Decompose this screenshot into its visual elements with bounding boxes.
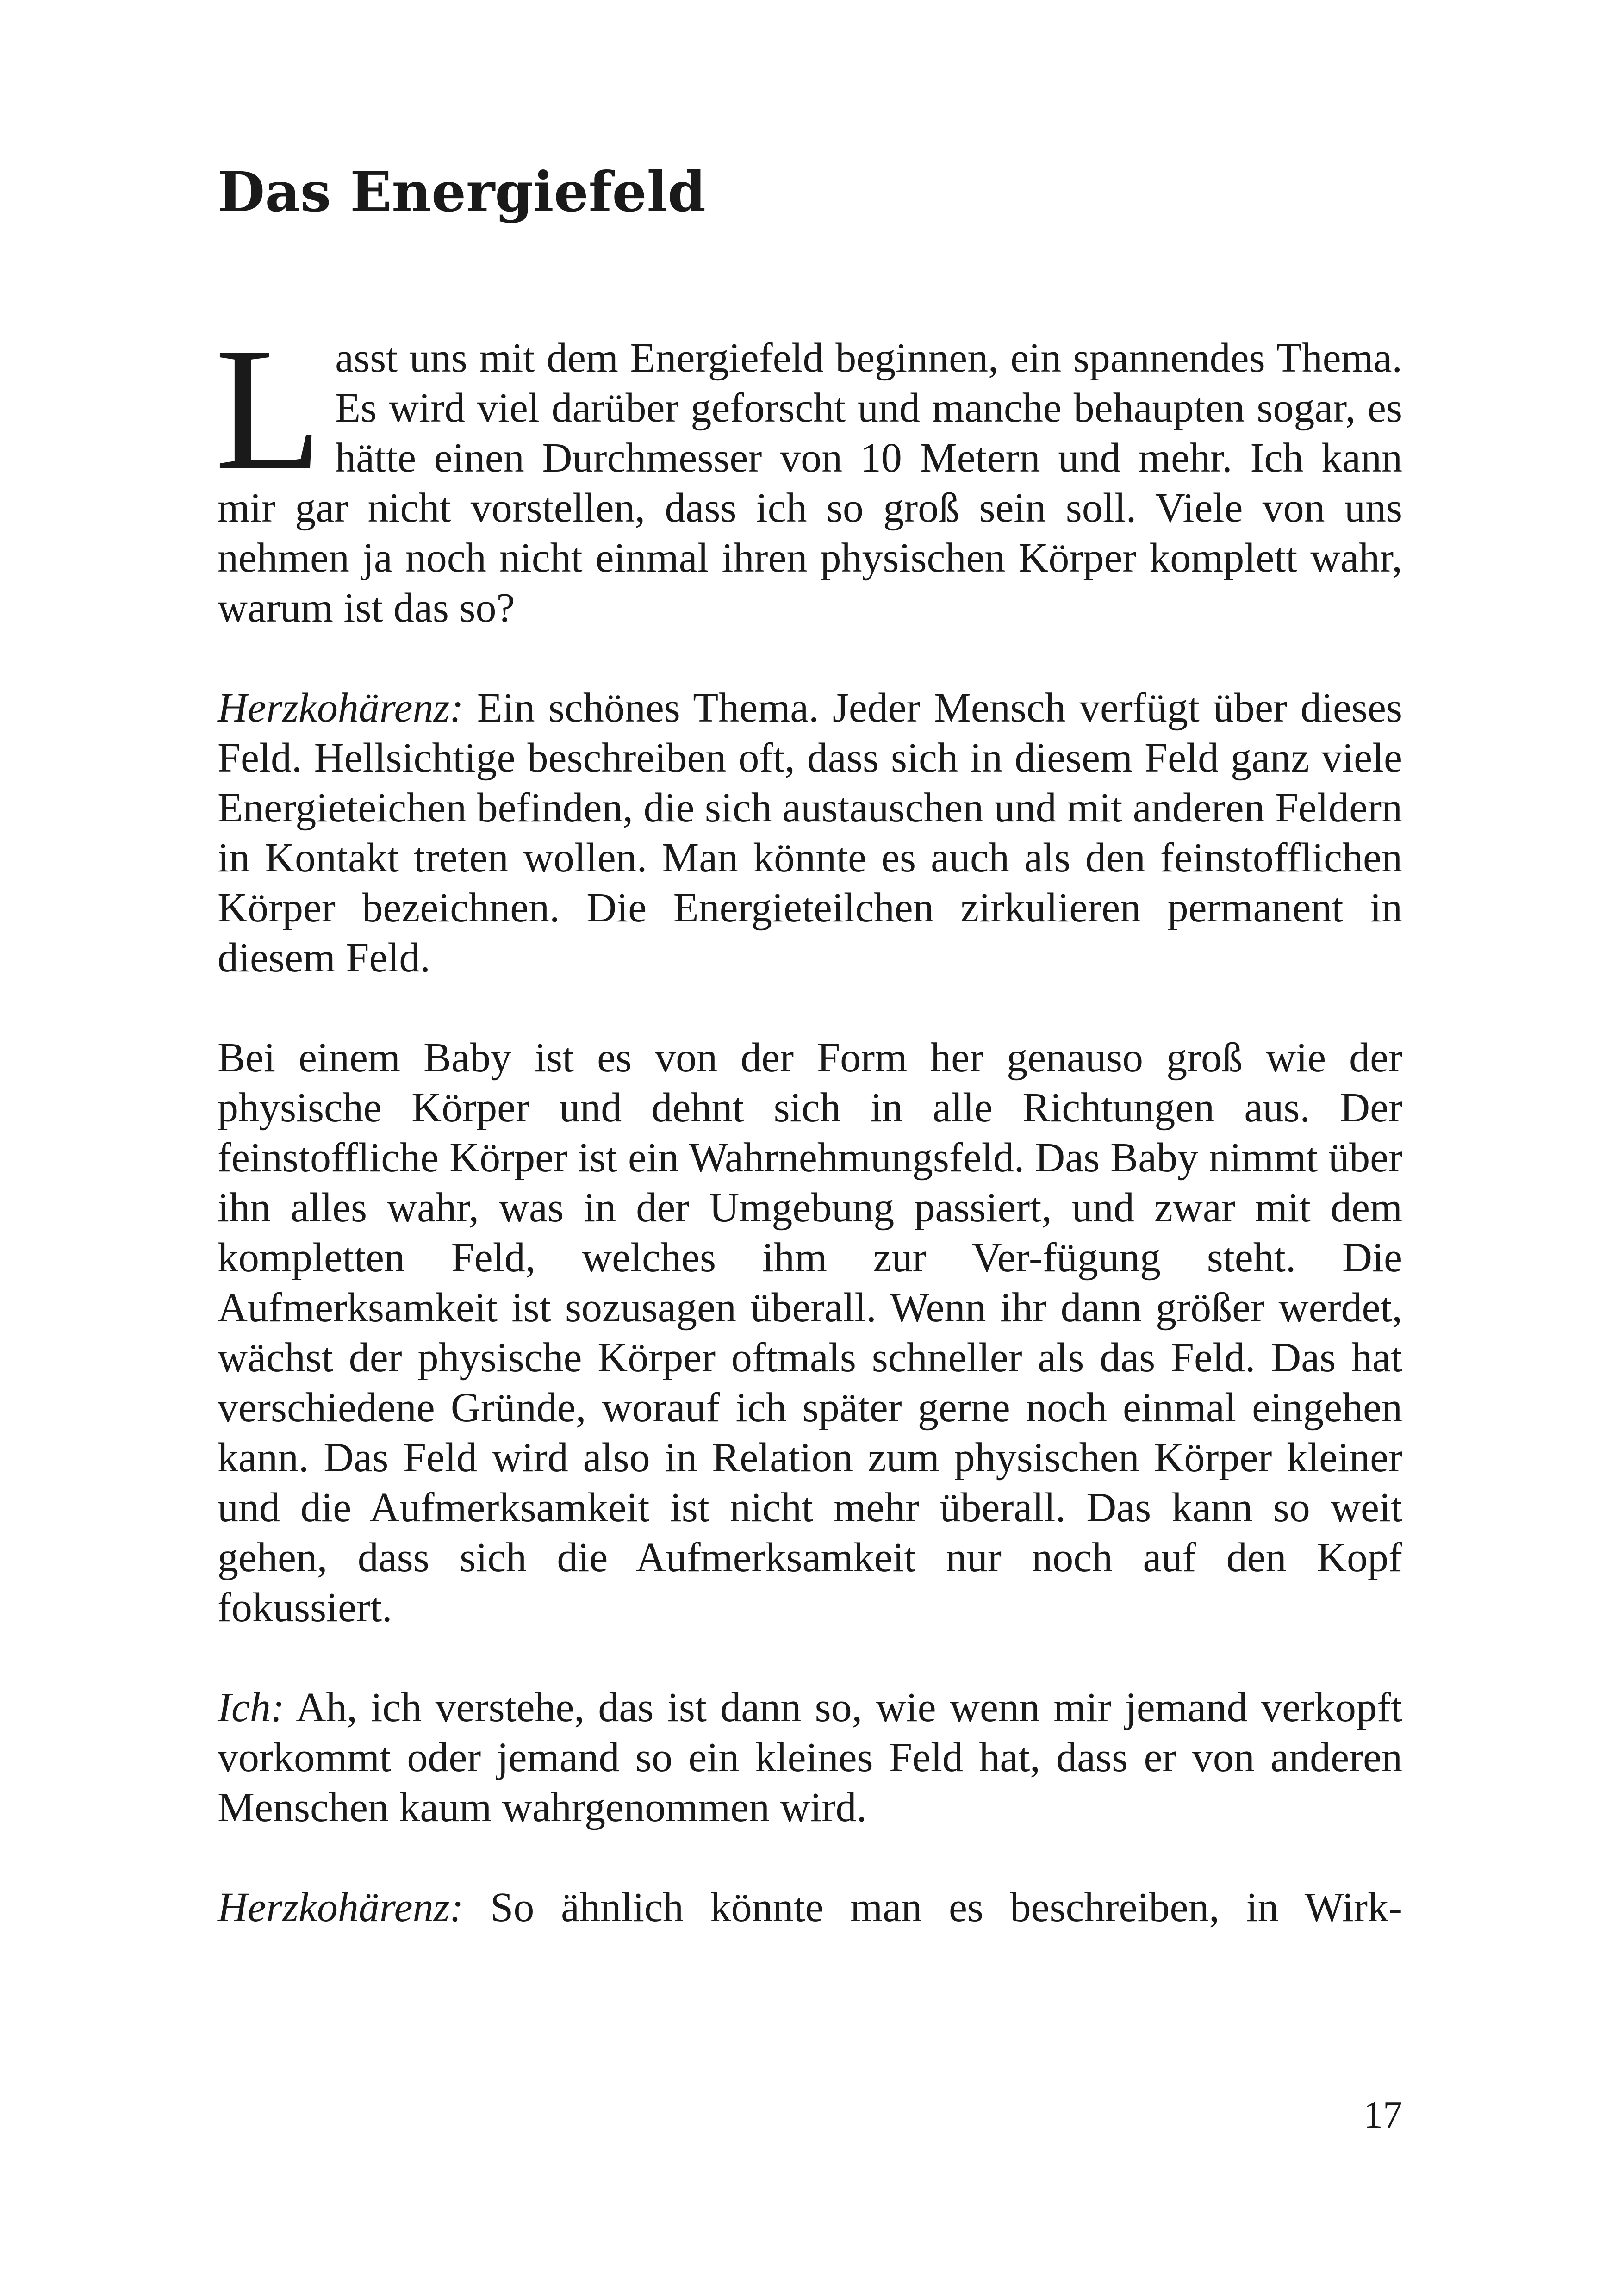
chapter-title: Das Energiefeld (218, 160, 706, 224)
paragraph-body (218, 1033, 1402, 1633)
paragraph-dialogue (218, 683, 1402, 983)
paragraph-text: Bei einem Baby ist es von der Form her genauso groß wie der physische Körper und dehnt sich in alle Richtungen aus. Der feinstoffliche Körper ist ein Wahrnehmungsfeld. Das Baby nimmt über ihn alles wahr, was in der Umgebung passiert, und zwar mit dem kompletten Feld, welches ihm zur Ver-fügung steht. Die Aufmerksamkeit ist sozusagen überall. Wenn ihr dann größer werdet, wächst der physische Körper oftmals schneller als das Feld. Das hat verschiedene Gründe, worauf ich später gerne noch einmal eingehen kann. Das Feld wird also in Relation zum physischen Körper kleiner und die Aufmerksamkeit ist nicht mehr überall. Das kann so weit gehen, dass sich die Aufmerksamkeit nur noch auf den Kopf fokussiert. (218, 1035, 1402, 1630)
speaker-label: Ich: (218, 1685, 285, 1730)
paragraph-text: So ähnlich könnte man es beschreiben, in Wirk- (490, 1885, 1402, 1930)
paragraph-dialogue (218, 1883, 1402, 1933)
paragraph-intro (215, 311, 1402, 633)
paragraph-text: Ah, ich verstehe, das ist dann so, wie wenn mir jemand verkopft vorkommt oder jemand so ein kleines Feld hat, dass er von anderen Menschen kaum wahrgenommen wird. (218, 1685, 1402, 1830)
drop-cap-letter: L (215, 311, 323, 506)
paragraph-text: asst uns mit dem Energiefeld beginnen, ein spannendes Thema. Es wird viel darüber geforscht und manche behaupten sogar, es hätte einen Durchmesser von 10 Metern und mehr. Ich kann mir gar nicht vorstellen, dass ich so groß sein soll. Viele von uns nehmen ja noch nicht einmal ihren physischen Körper komplett wahr, warum ist das so? (218, 335, 1402, 631)
body-text (215, 311, 1402, 1983)
speaker-label: Herzkohärenz: (218, 1885, 464, 1930)
paragraph-text: Ein schönes Thema. Jeder Mensch verfügt über dieses Feld. Hellsichtige beschreiben oft, dass sich in diesem Feld ganz viele Energieteichen befinden, die sich austauschen und mit anderen Feldern in Kontakt treten wollen. Man könnte es auch als den feinstofflichen Körper bezeichnen. Die Energieteilchen zirkulieren permanent in diesem Feld. (218, 685, 1402, 981)
speaker-label: Herzkohärenz: (218, 685, 464, 731)
page-number: 17 (1363, 2093, 1402, 2136)
paragraph-dialogue (218, 1683, 1402, 1833)
